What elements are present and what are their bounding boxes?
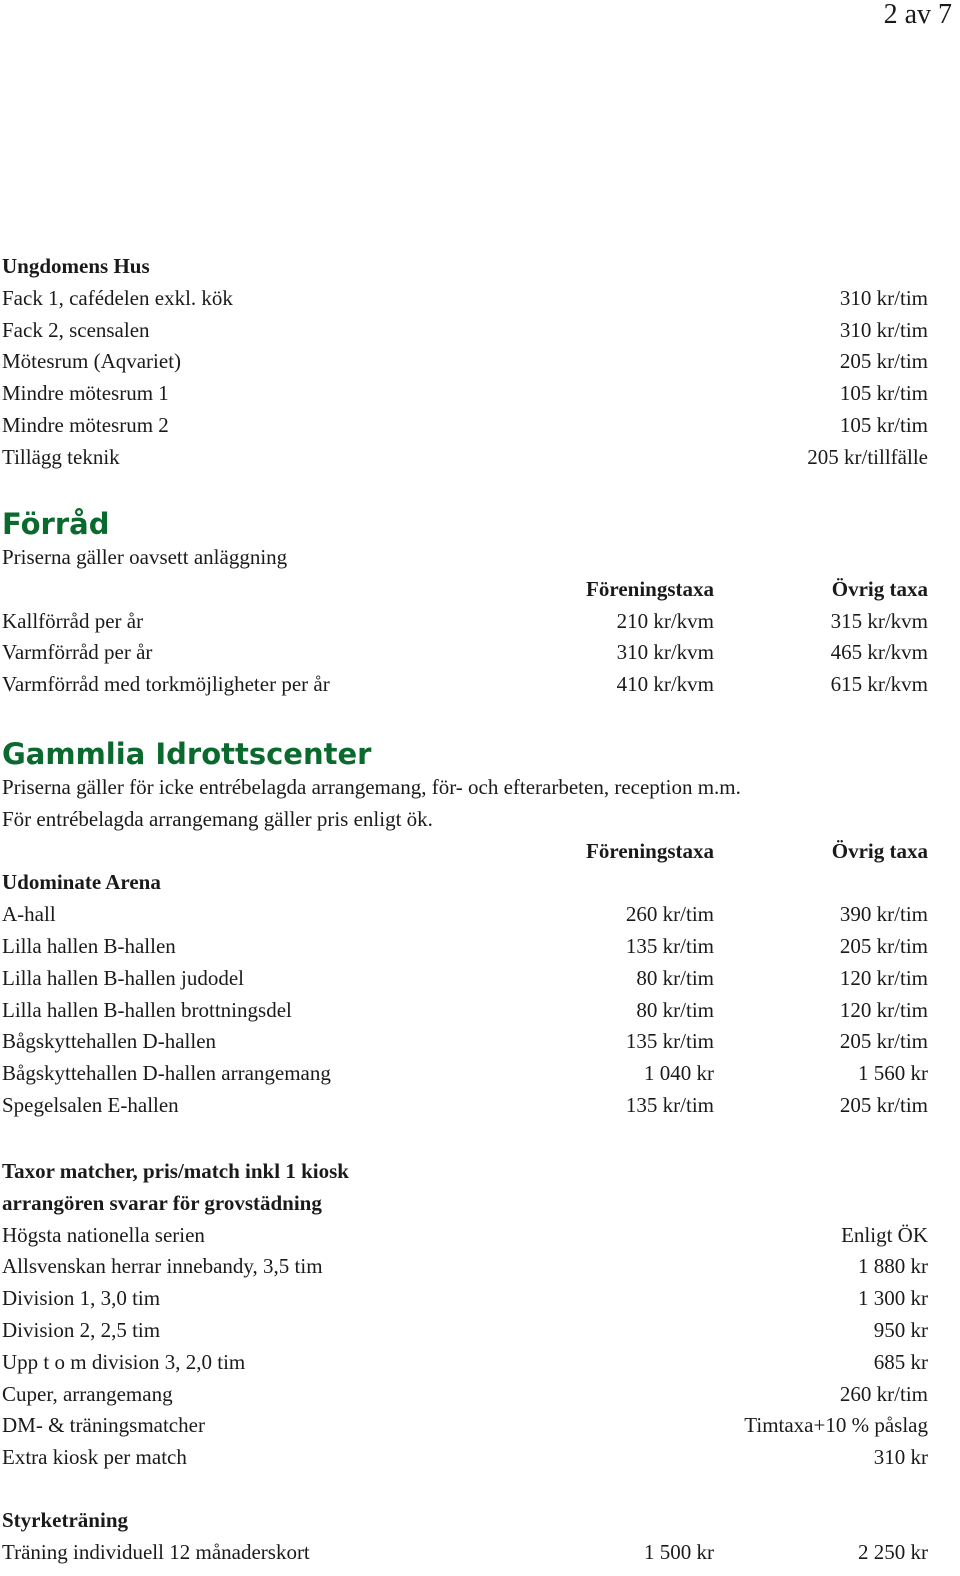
row-price: Enligt ÖK	[841, 1222, 928, 1247]
section-note: Priserna gäller oavsett anläggning	[2, 545, 288, 569]
row-forening: 1 040 kr	[644, 1061, 714, 1086]
price-row	[2, 1410, 928, 1442]
row-label: Lilla hallen B-hallen	[2, 933, 176, 958]
section-heading: Gammlia Idrottscenter	[2, 737, 372, 771]
row-label: Mötesrum (Aqvariet)	[2, 349, 182, 374]
price-row	[2, 1251, 928, 1283]
row-forening: 135 kr/tim	[625, 1029, 714, 1054]
price-row	[2, 899, 928, 931]
column-headers	[2, 836, 928, 868]
price-row	[2, 606, 928, 638]
section-gammlia	[2, 736, 928, 1122]
price-row	[2, 995, 928, 1027]
page-number: 2 av 7	[883, 0, 952, 30]
price-row	[2, 346, 928, 378]
row-forening: 410 kr/kvm	[616, 672, 714, 697]
row-ovrig: 615 kr/kvm	[830, 672, 928, 697]
row-ovrig: 205 kr/tim	[839, 1029, 928, 1054]
row-forening: 80 kr/tim	[636, 997, 714, 1022]
section-subtitle-text: arrangören svarar för grovstädning	[2, 1190, 322, 1215]
section-title	[2, 251, 928, 283]
row-price: 685 kr	[873, 1349, 928, 1374]
col-header-ovrig: Övrig taxa	[831, 838, 928, 863]
row-price: Timtaxa+10 % påslag	[744, 1413, 928, 1438]
row-ovrig: 205 kr/tim	[839, 1092, 928, 1117]
row-label: Cuper, arrangemang	[2, 1381, 173, 1406]
row-ovrig: 120 kr/tim	[839, 965, 928, 990]
price-row	[2, 283, 928, 315]
section-note-1: Priserna gäller för icke entrébelagda arrangemang, för- och efterarbeten, reception m.m.	[2, 775, 741, 799]
price-row	[2, 963, 928, 995]
price-row	[2, 1058, 928, 1090]
row-forening: 1 500 kr	[644, 1539, 714, 1564]
row-price: 310 kr/tim	[839, 285, 928, 310]
col-header-ovrig: Övrig taxa	[831, 576, 928, 601]
row-ovrig: 315 kr/kvm	[830, 608, 928, 633]
row-price: 205 kr/tim	[839, 349, 928, 374]
price-row	[2, 1026, 928, 1058]
price-row	[2, 1347, 928, 1379]
row-label: Mindre mötesrum 2	[2, 412, 169, 437]
price-row	[2, 315, 928, 347]
price-row	[2, 1537, 928, 1569]
price-row	[2, 378, 928, 410]
row-label: Högsta nationella serien	[2, 1222, 205, 1247]
row-label: Träning individuell 12 månaderskort	[2, 1539, 310, 1564]
row-forening: 210 kr/kvm	[616, 608, 714, 633]
price-row	[2, 1220, 928, 1252]
row-label: Bågskyttehallen D-hallen	[2, 1029, 217, 1054]
row-ovrig: 390 kr/tim	[839, 902, 928, 927]
row-label: Lilla hallen B-hallen brottningsdel	[2, 997, 292, 1022]
row-label: Mindre mötesrum 1	[2, 381, 169, 406]
row-price: 260 kr/tim	[839, 1381, 928, 1406]
row-forening: 80 kr/tim	[636, 965, 714, 990]
price-row	[2, 1442, 928, 1474]
row-ovrig: 1 560 kr	[858, 1061, 928, 1086]
column-headers	[2, 574, 928, 606]
row-ovrig: 120 kr/tim	[839, 997, 928, 1022]
price-row	[2, 1090, 928, 1122]
section-matcher	[2, 1156, 928, 1474]
price-row	[2, 669, 928, 701]
row-label: Fack 2, scensalen	[2, 317, 150, 342]
price-row	[2, 1283, 928, 1315]
subsection-title	[2, 867, 928, 899]
section-note-2: För entrébelagda arrangemang gäller pris enligt ök.	[2, 806, 433, 831]
row-forening: 135 kr/tim	[625, 1092, 714, 1117]
row-label: Kallförråd per år	[2, 608, 144, 633]
row-label: Division 2, 2,5 tim	[2, 1317, 161, 1342]
row-price: 1 300 kr	[858, 1286, 928, 1311]
section-styrketraning	[2, 1505, 928, 1569]
row-label: Lilla hallen B-hallen judodel	[2, 965, 245, 990]
col-header-forening: Föreningstaxa	[586, 838, 714, 863]
section-forrad	[2, 506, 928, 701]
row-label: Allsvenskan herrar innebandy, 3,5 tim	[2, 1254, 323, 1279]
price-row	[2, 1315, 928, 1347]
row-label: Varmförråd per år	[2, 640, 153, 665]
row-forening: 260 kr/tim	[625, 902, 714, 927]
row-label: A-hall	[2, 902, 56, 927]
section-heading: Förråd	[2, 507, 110, 541]
row-label: Upp t o m division 3, 2,0 tim	[2, 1349, 246, 1374]
subsection-title-text: Udominate Arena	[2, 870, 161, 895]
section-ungdomens-hus	[2, 251, 928, 474]
price-row	[2, 410, 928, 442]
row-price: 105 kr/tim	[839, 381, 928, 406]
price-row	[2, 442, 928, 474]
row-label: DM- & träningsmatcher	[2, 1413, 205, 1438]
row-label: Bågskyttehallen D-hallen arrangemang	[2, 1061, 331, 1086]
row-label: Fack 1, cafédelen exkl. kök	[2, 285, 233, 310]
row-label: Division 1, 3,0 tim	[2, 1286, 161, 1311]
section-title-text: Taxor matcher, pris/match inkl 1 kiosk	[2, 1159, 349, 1183]
row-forening: 135 kr/tim	[625, 933, 714, 958]
col-header-forening: Föreningstaxa	[586, 576, 714, 601]
row-label: Spegelsalen E-hallen	[2, 1092, 179, 1117]
row-forening: 310 kr/kvm	[616, 640, 714, 665]
row-price: 1 880 kr	[858, 1254, 928, 1279]
row-label: Extra kiosk per match	[2, 1445, 187, 1470]
price-row	[2, 1379, 928, 1411]
row-price: 950 kr	[873, 1317, 928, 1342]
price-row	[2, 931, 928, 963]
row-ovrig: 205 kr/tim	[839, 933, 928, 958]
row-price: 310 kr	[873, 1445, 928, 1470]
row-price: 205 kr/tillfälle	[807, 444, 928, 469]
row-ovrig: 465 kr/kvm	[830, 640, 928, 665]
section-subtitle	[2, 1188, 928, 1220]
section-title	[2, 1156, 928, 1188]
row-label: Varmförråd med torkmöjligheter per år	[2, 672, 330, 697]
row-price: 105 kr/tim	[839, 412, 928, 437]
price-row	[2, 637, 928, 669]
row-price: 310 kr/tim	[839, 317, 928, 342]
section-title	[2, 1505, 928, 1537]
section-title-text: Ungdomens Hus	[2, 254, 150, 278]
row-ovrig: 2 250 kr	[858, 1539, 928, 1564]
section-title-text: Styrketräning	[2, 1508, 128, 1532]
row-label: Tillägg teknik	[2, 444, 120, 469]
